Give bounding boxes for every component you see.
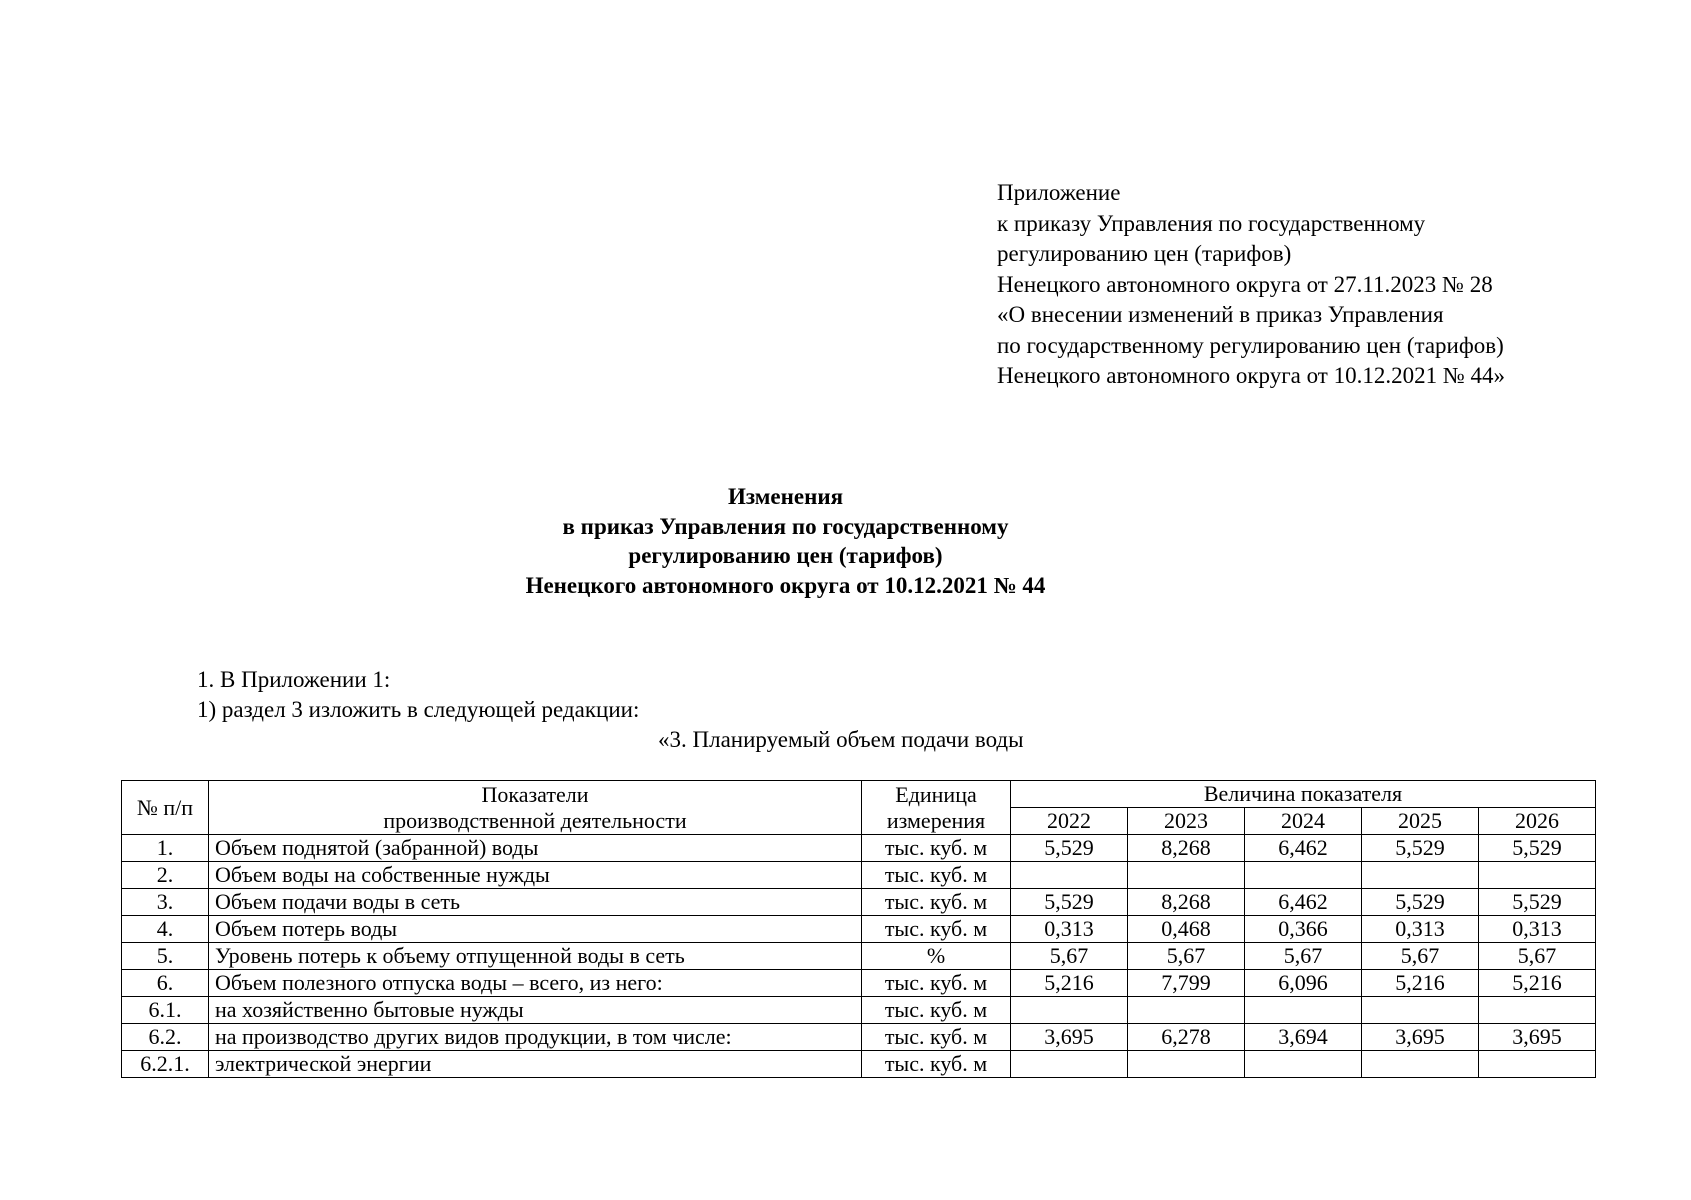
row-unit: % [862,943,1011,970]
row-value: 5,67 [1011,943,1128,970]
row-value: 5,529 [1011,889,1128,916]
water-supply-table [121,780,1596,1078]
row-num: 6.1. [122,997,209,1024]
row-name: Объем потерь воды [209,916,862,943]
row-value: 0,313 [1362,916,1479,943]
intro-line-2: 1) раздел 3 изложить в следующей редакции: [197,697,640,722]
row-value [1479,997,1596,1024]
row-value: 3,694 [1245,1024,1362,1051]
row-num: 1. [122,835,209,862]
table-row [122,889,1596,916]
row-value [1362,997,1479,1024]
row-value [1479,1051,1596,1078]
header-year: 2024 [1245,808,1362,835]
appendix-line: Ненецкого автономного округа от 27.11.2023 № 28 [997,271,1493,297]
row-value [1245,1051,1362,1078]
row-num: 2. [122,862,209,889]
row-unit: тыс. куб. м [862,889,1011,916]
table-row [122,970,1596,997]
row-value: 0,313 [1011,916,1128,943]
row-value [1479,862,1596,889]
title-line: регулированию цен (тарифов) [628,543,943,568]
appendix-line: по государственному регулированию цен (тарифов) [997,332,1504,358]
row-value: 7,799 [1128,970,1245,997]
row-value: 5,67 [1245,943,1362,970]
row-value [1011,997,1128,1024]
row-value [1362,1051,1479,1078]
row-value [1011,862,1128,889]
row-value [1245,862,1362,889]
document-title [0,482,1631,600]
intro-line-1: 1. В Приложении 1: [197,667,391,692]
row-value: 5,216 [1362,970,1479,997]
title-line: Изменения [727,484,844,509]
intro-block [197,665,639,725]
row-unit: тыс. куб. м [862,835,1011,862]
row-value [1245,997,1362,1024]
row-name: Объем полезного отпуска воды – всего, из него: [209,970,862,997]
title-line: в приказ Управления по государственному [562,513,1009,539]
row-value [1128,862,1245,889]
row-value: 5,529 [1362,889,1479,916]
row-value: 0,366 [1245,916,1362,943]
header-year: 2026 [1479,808,1596,835]
table-row [122,1051,1596,1078]
row-name: на производство других видов продукции, в том числе: [209,1024,862,1051]
table-row [122,916,1596,943]
header-year: 2022 [1011,808,1128,835]
header-num: № п/п [122,781,209,835]
table-row [122,835,1596,862]
row-value: 5,529 [1479,889,1596,916]
row-num: 5. [122,943,209,970]
appendix-line: «О внесении изменений в приказ Управления [997,302,1444,327]
header-year: 2025 [1362,808,1479,835]
row-value: 6,096 [1245,970,1362,997]
row-value: 8,268 [1128,889,1245,916]
row-value: 8,268 [1128,835,1245,862]
header-indicators-line2: производственной деятельности [383,807,687,833]
header-indicators [209,781,862,835]
row-value: 5,529 [1479,835,1596,862]
row-num: 6.2.1. [122,1051,209,1078]
row-value: 3,695 [1011,1024,1128,1051]
appendix-line: к приказу Управления по государственному [997,210,1426,236]
section-title: «3. Планируемый объем подачи воды [658,727,1024,752]
row-num: 4. [122,916,209,943]
row-name: на хозяйственно бытовые нужды [209,997,862,1024]
header-year: 2023 [1128,808,1245,835]
header-indicators-line1: Показатели [481,781,589,807]
row-value: 5,529 [1011,835,1128,862]
appendix-line: Приложение [997,180,1121,205]
row-name: электрической энергии [209,1051,862,1078]
row-value: 6,462 [1245,835,1362,862]
row-num: 3. [122,889,209,916]
row-name: Уровень потерь к объему отпущенной воды в сеть [209,943,862,970]
title-line: Ненецкого автономного округа от 10.12.2021 № 44 [525,572,1046,598]
row-value: 5,67 [1362,943,1479,970]
row-unit: тыс. куб. м [862,862,1011,889]
row-value: 6,278 [1128,1024,1245,1051]
table-row [122,997,1596,1024]
row-value: 6,462 [1245,889,1362,916]
row-value: 5,216 [1479,970,1596,997]
appendix-line: Ненецкого автономного округа от 10.12.2021 № 44» [997,363,1506,388]
row-name: Объем воды на собственные нужды [209,862,862,889]
row-name: Объем подачи воды в сеть [209,889,862,916]
table-row [122,943,1596,970]
row-value: 5,67 [1128,943,1245,970]
row-num: 6.2. [122,1024,209,1051]
row-unit: тыс. куб. м [862,916,1011,943]
row-unit: тыс. куб. м [862,1024,1011,1051]
row-value [1362,862,1479,889]
header-value-group: Величина показателя [1011,781,1596,808]
row-num: 6. [122,970,209,997]
table-header-row [122,781,1596,808]
row-value [1128,997,1245,1024]
header-unit-line2: измерения [886,807,986,833]
appendix-block [997,178,1505,392]
row-value [1011,1051,1128,1078]
row-unit: тыс. куб. м [862,997,1011,1024]
row-value [1128,1051,1245,1078]
table-row [122,1024,1596,1051]
row-unit: тыс. куб. м [862,970,1011,997]
row-value: 5,529 [1362,835,1479,862]
header-unit-line1: Единица [895,781,977,807]
row-unit: тыс. куб. м [862,1051,1011,1078]
table-row [122,862,1596,889]
row-value: 5,216 [1011,970,1128,997]
row-value: 0,468 [1128,916,1245,943]
row-value: 5,67 [1479,943,1596,970]
row-value: 0,313 [1479,916,1596,943]
row-value: 3,695 [1479,1024,1596,1051]
header-unit [862,781,1011,835]
row-value: 3,695 [1362,1024,1479,1051]
appendix-line: регулированию цен (тарифов) [997,241,1292,266]
row-name: Объем поднятой (забранной) воды [209,835,862,862]
